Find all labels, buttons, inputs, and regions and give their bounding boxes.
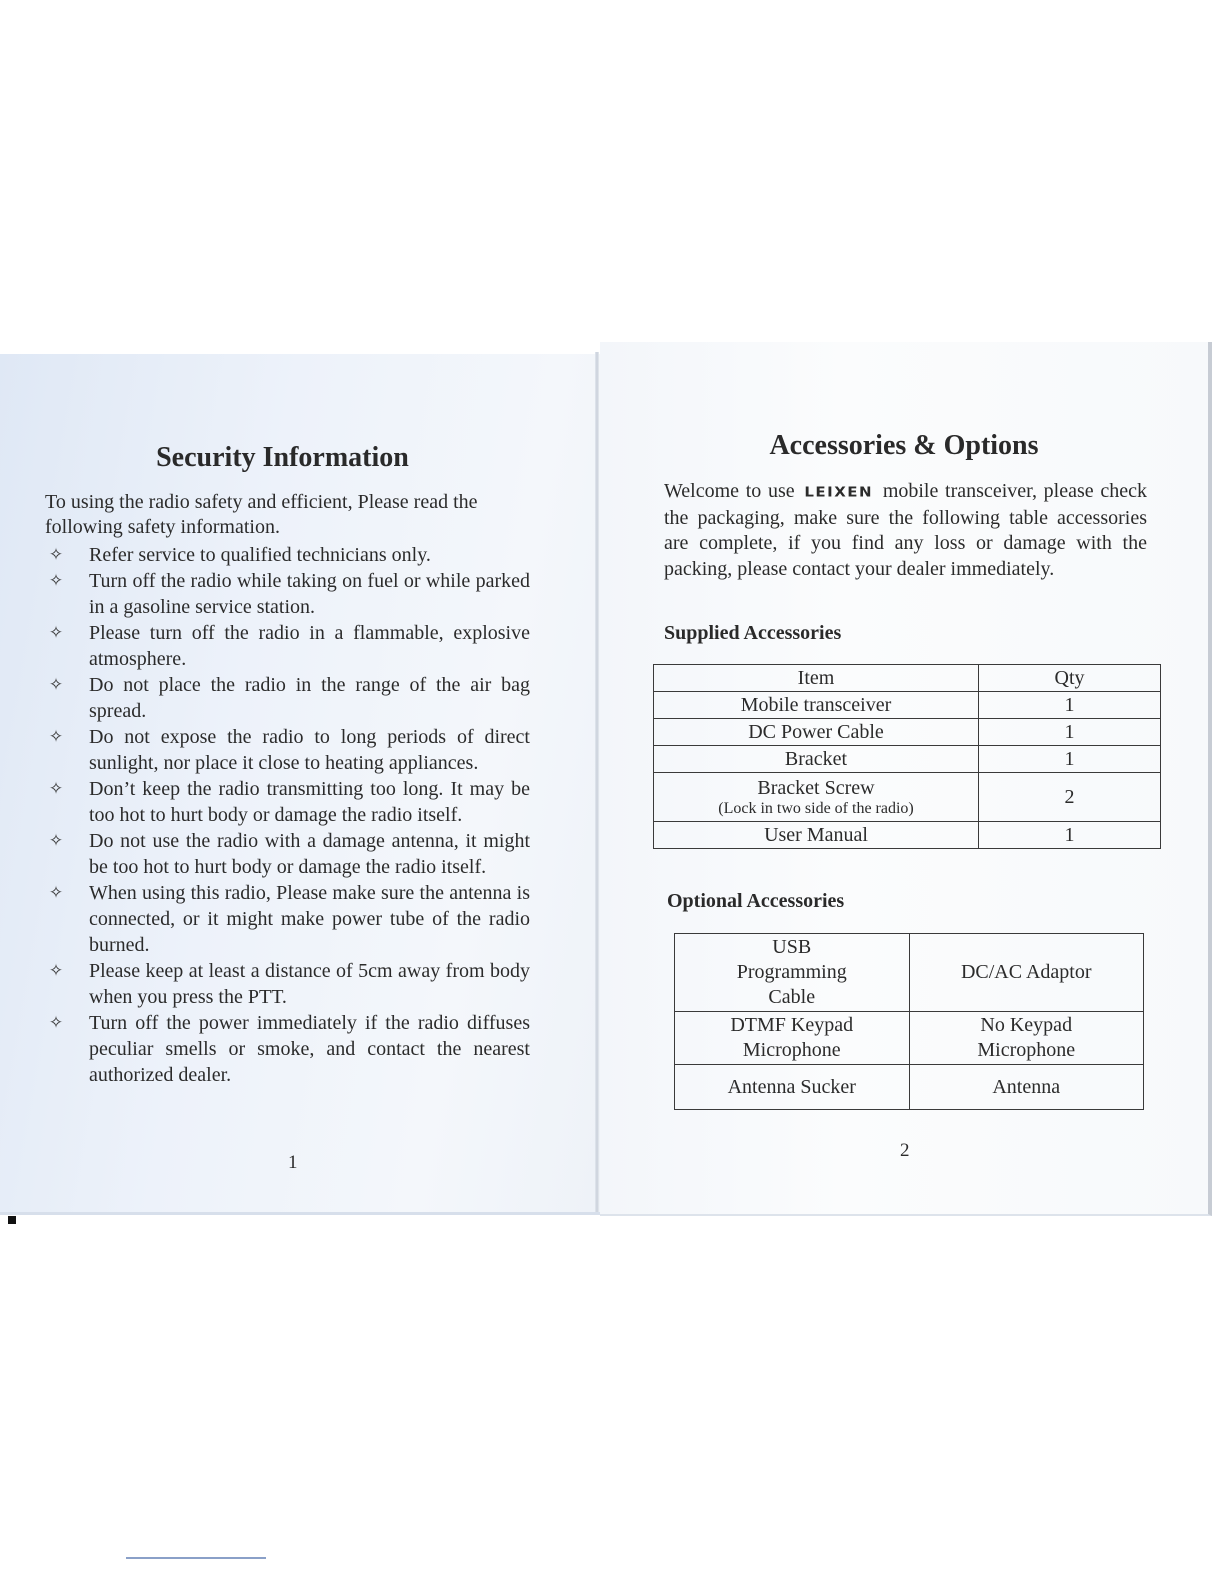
supplied-accessories-table <box>653 664 1161 849</box>
table-row <box>675 934 1144 1012</box>
table-header-row <box>654 665 1161 692</box>
safety-item-text: Please turn off the radio in a flammable, explosive atmosphere. <box>89 622 530 670</box>
safety-item-text: When using this radio, Please make sure the antenna is connected, or it might make power tube of the radio burned. <box>89 882 530 956</box>
item-name: Mobile transceiver <box>740 694 892 716</box>
table-row <box>654 719 1161 746</box>
table-row <box>654 746 1161 773</box>
page-title-security: Security Information <box>156 442 409 473</box>
diamond-star-icon: ✧ <box>48 883 64 903</box>
item-cell <box>654 692 979 719</box>
page-number: 1 <box>288 1152 298 1173</box>
intro-paragraph: To using the radio safety and efficient, Please read the following safety information. <box>45 491 478 538</box>
supplied-accessories-heading: Supplied Accessories <box>664 622 842 644</box>
item-cell <box>654 773 979 822</box>
optional-item-cell: DC/AC Adaptor <box>909 934 1144 1012</box>
optional-item-cell: USB Programming Cable <box>675 934 910 1012</box>
qty-cell: 2 <box>979 773 1161 822</box>
optional-item-cell: Antenna Sucker <box>675 1065 910 1110</box>
diamond-star-icon: ✧ <box>48 675 64 695</box>
safety-item-text: Turn off the power immediately if the radio diffuses peculiar smells or smoke, and contact the nearest authorized dealer. <box>89 1012 530 1086</box>
safety-item-text: Don’t keep the radio transmitting too long. It may be too hot to hurt body or damage the radio itself. <box>89 778 530 826</box>
safety-item <box>45 776 530 828</box>
qty-cell: 1 <box>979 692 1161 719</box>
diamond-star-icon: ✧ <box>48 831 64 851</box>
qty-cell: 1 <box>979 822 1161 849</box>
safety-item <box>45 958 530 1010</box>
welcome-paragraph <box>664 479 1147 582</box>
item-cell <box>654 719 979 746</box>
qty-cell: 1 <box>979 746 1161 773</box>
table-row <box>675 1065 1144 1110</box>
diamond-star-icon: ✧ <box>48 623 64 643</box>
safety-item-text: Please keep at least a distance of 5cm away from body when you press the PTT. <box>89 960 530 1008</box>
safety-item <box>45 1010 530 1088</box>
safety-item-text: Do not expose the radio to long periods of direct sunlight, nor place it close to heating appliances. <box>89 726 530 774</box>
diamond-star-icon: ✧ <box>48 727 64 747</box>
safety-item-text: Do not use the radio with a damage antenna, it might be too hot to hurt body or damage the radio itself. <box>89 830 530 878</box>
welcome-text-start: Welcome to use <box>664 480 795 502</box>
left-page <box>0 354 600 1215</box>
optional-item-cell: DTMF Keypad Microphone <box>675 1012 910 1065</box>
optional-accessories-heading: Optional Accessories <box>667 890 845 912</box>
page-title-accessories: Accessories & Options <box>769 430 1039 461</box>
item-name: DC Power Cable <box>748 721 884 743</box>
safety-item <box>45 828 530 880</box>
diamond-star-icon: ✧ <box>48 571 64 591</box>
page-number: 2 <box>900 1140 910 1161</box>
table-row <box>675 1012 1144 1065</box>
header-item: Item <box>654 665 979 692</box>
header-qty: Qty <box>979 665 1161 692</box>
scan-corner-mark <box>8 1216 16 1224</box>
safety-item <box>45 880 530 958</box>
safety-item-text: Turn off the radio while taking on fuel or while parked in a gasoline service station. <box>89 570 530 618</box>
safety-item <box>45 620 530 672</box>
binding-gutter <box>595 352 599 1212</box>
safety-item-text: Do not place the radio in the range of the air bag spread. <box>89 674 530 722</box>
leixen-logo: LEIXEN <box>804 483 874 501</box>
optional-accessories-table <box>674 933 1144 1110</box>
table-row <box>654 692 1161 719</box>
safety-item <box>45 542 530 568</box>
qty-cell: 1 <box>979 719 1161 746</box>
safety-item <box>45 672 530 724</box>
diamond-star-icon: ✧ <box>48 961 64 981</box>
diamond-star-icon: ✧ <box>48 545 64 565</box>
table-row <box>654 822 1161 849</box>
safety-list <box>45 542 530 1088</box>
manual-spread <box>0 342 1212 1222</box>
diamond-star-icon: ✧ <box>48 1013 64 1033</box>
optional-item-cell: Antenna <box>909 1065 1144 1110</box>
safety-item <box>45 568 530 620</box>
right-page <box>600 342 1212 1216</box>
welcome-text-end: mobile transceiver, please check the packaging, make sure the following table accessories are complete, if you find any loss or damage with the packing, please contact your dealer immediately. <box>664 480 1147 580</box>
safety-item-text: Refer service to qualified technicians only. <box>89 544 431 566</box>
item-cell <box>654 822 979 849</box>
scan-edge-line <box>126 1557 266 1559</box>
safety-item <box>45 724 530 776</box>
item-name: Bracket Screw <box>757 777 875 799</box>
item-name: Bracket <box>784 748 848 770</box>
table-row <box>654 773 1161 822</box>
diamond-star-icon: ✧ <box>48 779 64 799</box>
item-note: (Lock in two side of the radio) <box>718 800 914 817</box>
item-cell <box>654 746 979 773</box>
item-name: User Manual <box>764 824 868 846</box>
optional-item-cell: No Keypad Microphone <box>909 1012 1144 1065</box>
